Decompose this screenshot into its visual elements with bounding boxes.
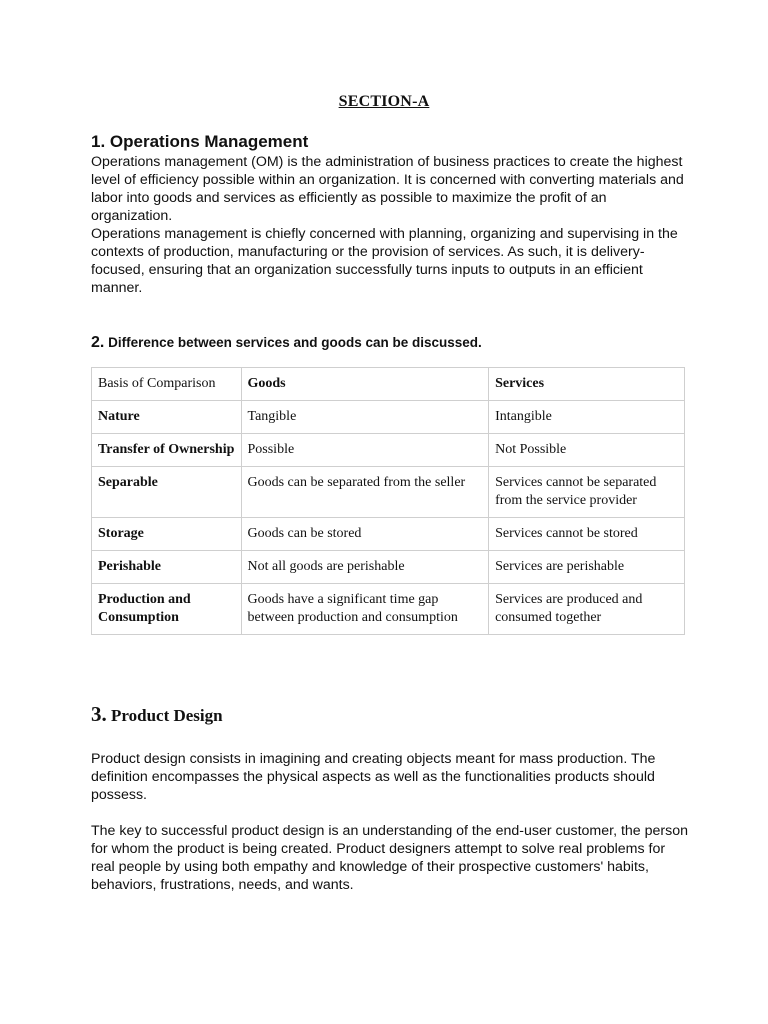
table-row: [92, 584, 685, 635]
heading-text: Product Design: [111, 706, 223, 725]
paragraph-om-focus: Operations management is chiefly concerned with planning, organizing and supervising in the contexts of production, manufacturing or the provision of services. As such, it is delivery-focused, ensuring that an organization successfully turns inputs to outputs in an efficient manner.: [91, 226, 678, 296]
table-cell-services: Not Possible: [489, 434, 685, 467]
heading-number: 1.: [91, 132, 106, 151]
table-header-cell: Services: [489, 368, 685, 401]
table-cell-goods: Possible: [241, 434, 489, 467]
heading-operations-management: [91, 132, 308, 152]
heading-number: 2.: [91, 334, 105, 351]
table-cell-basis: Perishable: [92, 551, 242, 584]
table-cell-goods: Tangible: [241, 401, 489, 434]
heading-number: 3.: [91, 702, 107, 726]
table-cell-basis: Production and Consumption: [92, 584, 242, 635]
paragraph-product-design-key: The key to successful product design is an understanding of the end-user customer, the person for whom the product is being created. Product designers attempt to solve real problems for real people by using both empathy and knowledge of their prospective customers' habits, behaviors, frustrations, needs, and wants.: [91, 823, 689, 893]
table-cell-basis: Nature: [92, 401, 242, 434]
heading-product-design: [91, 702, 223, 727]
table-cell-goods: Not all goods are perishable: [241, 551, 489, 584]
table-cell-services: Services cannot be stored: [489, 518, 685, 551]
table-cell-services: Services are perishable: [489, 551, 685, 584]
table-header-cell: Basis of Comparison: [92, 368, 242, 401]
comparison-table: [91, 367, 685, 635]
table-cell-services: Services are produced and consumed together: [489, 584, 685, 635]
table-cell-basis: Transfer of Ownership: [92, 434, 242, 467]
table-cell-goods: Goods have a significant time gap between production and consumption: [241, 584, 489, 635]
paragraph-om-definition: Operations management (OM) is the administration of business practices to create the highest level of efficiency possible within an organization. It is concerned with converting materials and labor into goods and services as efficiently as possible to maximize the profit of an organization.: [91, 154, 684, 224]
table-row: [92, 401, 685, 434]
section-title: SECTION-A: [338, 93, 430, 110]
table-row: [92, 551, 685, 584]
paragraph-product-design-definition: Product design consists in imagining and creating objects meant for mass production. The definition encompasses the physical aspects as well as the functionalities products should possess.: [91, 751, 656, 803]
table-row: [92, 467, 685, 518]
table-cell-basis: Storage: [92, 518, 242, 551]
table-header-row: [92, 368, 685, 401]
table-row: [92, 518, 685, 551]
table-cell-basis: Separable: [92, 467, 242, 518]
table-header-cell: Goods: [241, 368, 489, 401]
heading-text: Difference between services and goods can be discussed.: [108, 335, 482, 350]
table-cell-goods: Goods can be stored: [241, 518, 489, 551]
table-cell-services: Services cannot be separated from the service provider: [489, 467, 685, 518]
table-row: [92, 434, 685, 467]
table-cell-services: Intangible: [489, 401, 685, 434]
heading-services-vs-goods: [91, 334, 482, 352]
heading-text: Operations Management: [109, 132, 309, 151]
table-cell-goods: Goods can be separated from the seller: [241, 467, 489, 518]
